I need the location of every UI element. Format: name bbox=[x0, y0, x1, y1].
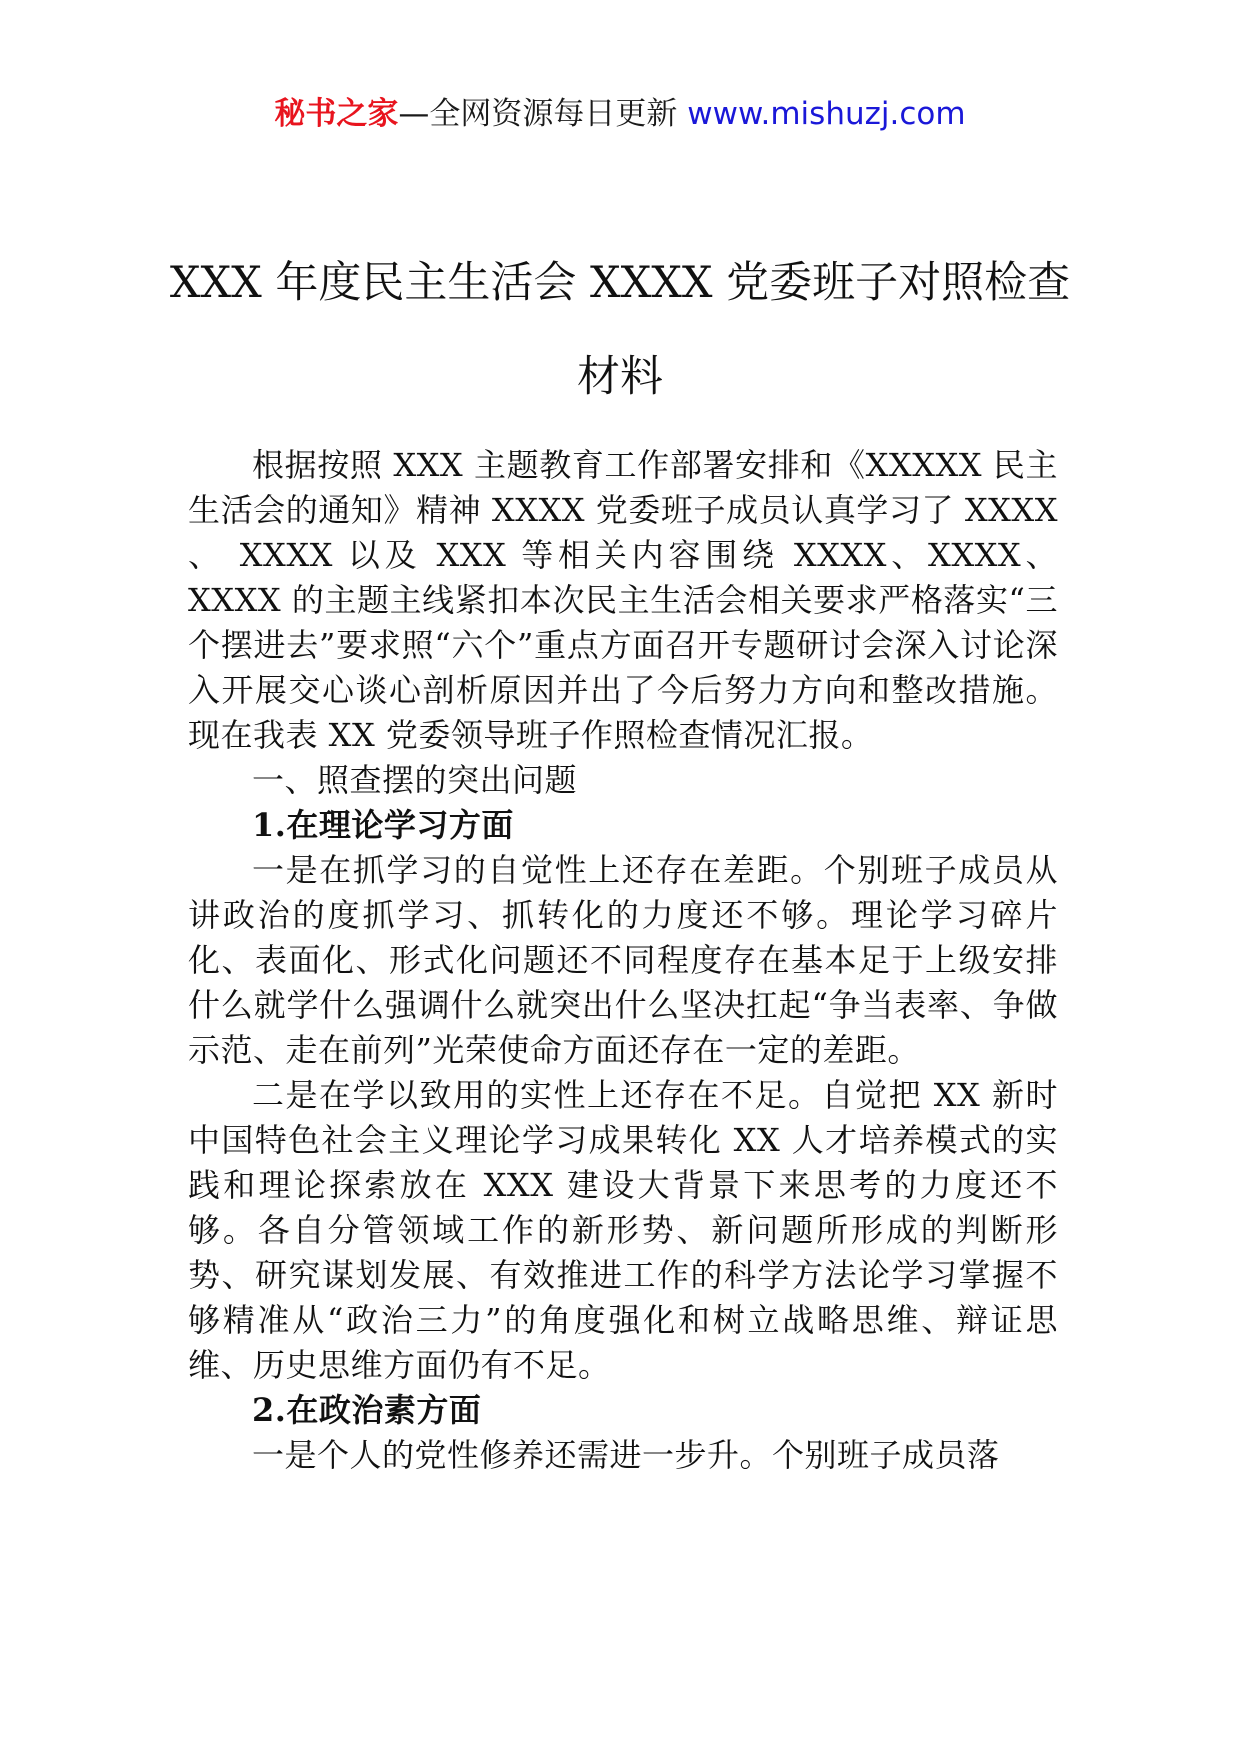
document-title: XXX 年度民主生活会 XXXX 党委班子对照检查材料 bbox=[169, 258, 1071, 402]
watermark-header bbox=[0, 94, 1240, 134]
paragraph-theory-1: 一是在抓学习的自觉性上还存在差距。个别班子成员从讲政治的度抓学习、抓转化的力度还不够。理论学习碎片化、表面化、形式化问题还不同程度存在基本足于上级安排什么就学什么强调什么就突出什么坚决扛起“争当表率、争做示范、走在前列”光荣使命方面还存在一定的差距。 bbox=[188, 851, 1058, 1069]
paragraph-theory-2: 二是在学以致用的实性上还存在不足。自觉把 XX 新时中国特色社会主义理论学习成果转化 XX 人才培养模式的实践和理论探索放在 XXX 建设大背景下来思考的力度还不够。各自分管领域工作的新形势、新问题所形成的判断形势、研究谋划发展、有效推进工作的科学方法论学习掌握不够精准从“政治三力”的角度强化和树立战略思维、辩证思维、历史思维方面仍有不足。 bbox=[188, 1076, 1058, 1384]
section-heading-1: 一、照查摆的突出问题 bbox=[252, 761, 578, 799]
document-body bbox=[188, 443, 1058, 1478]
header-slogan: —全网资源每日更新 bbox=[398, 96, 688, 132]
subsection-heading-politics: 2.在政治素方面 bbox=[252, 1391, 482, 1429]
site-url-link[interactable]: www.mishuzj.com bbox=[687, 96, 966, 132]
brand-name: 秘书之家 bbox=[274, 96, 399, 132]
subsection-heading-theory: 1.在理论学习方面 bbox=[252, 806, 514, 844]
intro-paragraph: 根据按照 XXX 主题教育工作部署安排和《XXXXX 民主生活会的通知》精神 XXXX 党委班子成员认真学习了 XXXX 、 XXXX 以及 XXX 等相关内容围绕 XXXX、XXXX、XXXX 的主题主线紧扣本次民主生活会相关要求严格落实“三个摆进去”要求照“六个”重点方面召开专题研讨会深入讨论深入开展交心谈心剖析原因并出了今后努力方向和整改措施。现在我表 XX 党委领导班子作照检查情况汇报。 bbox=[188, 446, 1058, 754]
paragraph-politics-1: 一是个人的党性修养还需进一步升。个别班子成员落 bbox=[252, 1436, 1000, 1474]
